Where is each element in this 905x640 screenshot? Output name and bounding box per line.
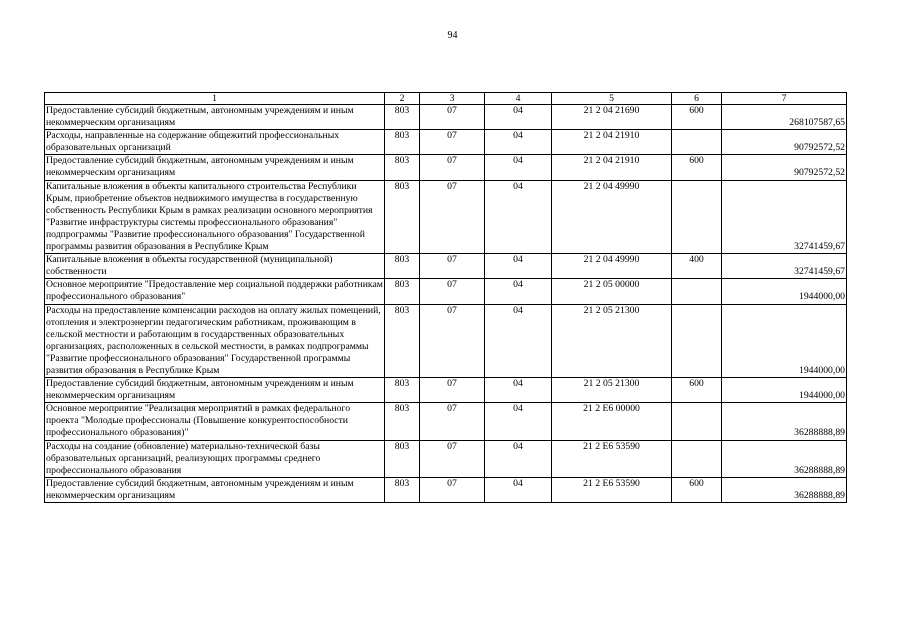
row-expense-type-cell	[672, 304, 722, 378]
row-amount-cell: 90792572,52	[722, 130, 847, 155]
row-subsection-cell: 04	[485, 180, 552, 254]
row-expense-type-cell	[672, 440, 722, 477]
row-expense-type-cell: 600	[672, 155, 722, 180]
row-section-cell: 07	[420, 105, 485, 130]
row-target-article-cell: 21 2 04 49990	[552, 180, 672, 254]
row-subsection-cell: 04	[485, 130, 552, 155]
row-expense-type-cell: 400	[672, 254, 722, 279]
row-target-article-cell: 21 2 04 21910	[552, 155, 672, 180]
row-name-cell: Расходы, направленные на содержание общежитий профессиональных образовательных организаций	[45, 130, 385, 155]
row-subsection-cell: 04	[485, 279, 552, 304]
row-target-article-cell: 21 2 E6 00000	[552, 403, 672, 440]
row-section-cell: 07	[420, 440, 485, 477]
table-row	[45, 477, 847, 502]
row-grbs-cell: 803	[385, 440, 420, 477]
row-amount-cell: 268107587,65	[722, 105, 847, 130]
row-target-article-cell: 21 2 E6 53590	[552, 440, 672, 477]
row-amount-cell: 1944000,00	[722, 279, 847, 304]
row-section-cell: 07	[420, 279, 485, 304]
row-expense-type-cell: 600	[672, 477, 722, 502]
header-cell-4: 4	[485, 93, 552, 105]
row-subsection-cell: 04	[485, 378, 552, 403]
row-amount-cell: 36288888,89	[722, 440, 847, 477]
header-cell-1: 1	[45, 93, 385, 105]
row-name-cell: Расходы на создание (обновление) материально-технической базы образовательных организаций, реализующих программы среднего профессионального образования	[45, 440, 385, 477]
row-section-cell: 07	[420, 130, 485, 155]
row-name-cell: Капитальные вложения в объекты капитального строительства Республики Крым, приобретение объектов недвижимого имущества в государственную собственность Республики Крым в рамках реализации основного мероприятия "Развитие инфраструктуры системы профессионального образования" подпрограммы "Развитие профессионального образования" Государственной программы развития образования в Республике Крым	[45, 180, 385, 254]
row-subsection-cell: 04	[485, 477, 552, 502]
row-name-cell: Капитальные вложения в объекты государственной (муниципальной) собственности	[45, 254, 385, 279]
row-target-article-cell: 21 2 04 21910	[552, 130, 672, 155]
table-row	[45, 130, 847, 155]
row-grbs-cell: 803	[385, 180, 420, 254]
row-section-cell: 07	[420, 403, 485, 440]
row-amount-cell: 1944000,00	[722, 378, 847, 403]
header-cell-5: 5	[552, 93, 672, 105]
table-row	[45, 440, 847, 477]
row-section-cell: 07	[420, 304, 485, 378]
row-grbs-cell: 803	[385, 155, 420, 180]
row-amount-cell: 90792572,52	[722, 155, 847, 180]
header-row	[45, 93, 847, 105]
row-section-cell: 07	[420, 180, 485, 254]
row-target-article-cell: 21 2 04 49990	[552, 254, 672, 279]
row-target-article-cell: 21 2 04 21690	[552, 105, 672, 130]
table-row	[45, 304, 847, 378]
header-cell-3: 3	[420, 93, 485, 105]
row-section-cell: 07	[420, 155, 485, 180]
row-name-cell: Предоставление субсидий бюджетным, автономным учреждениям и иным некоммерческим организациям	[45, 378, 385, 403]
row-name-cell: Расходы на предоставление компенсации расходов на оплату жилых помещений, отопления и электроэнергии педагогическим работникам, проживающим в сельской местности и работающим в государственных образовательных организациях, расположенных в сельской местности, в рамках подпрограммы "Развитие профессионального образования" Государственной программы развития образования в Республике Крым	[45, 304, 385, 378]
header-cell-6: 6	[672, 93, 722, 105]
row-grbs-cell: 803	[385, 477, 420, 502]
row-grbs-cell: 803	[385, 279, 420, 304]
table-row	[45, 279, 847, 304]
row-subsection-cell: 04	[485, 155, 552, 180]
table-row	[45, 180, 847, 254]
row-expense-type-cell	[672, 180, 722, 254]
table-row	[45, 254, 847, 279]
row-grbs-cell: 803	[385, 130, 420, 155]
row-name-cell: Предоставление субсидий бюджетным, автономным учреждениям и иным некоммерческим организациям	[45, 105, 385, 130]
row-expense-type-cell	[672, 130, 722, 155]
row-amount-cell: 1944000,00	[722, 304, 847, 378]
row-amount-cell: 36288888,89	[722, 403, 847, 440]
row-target-article-cell: 21 2 05 00000	[552, 279, 672, 304]
row-subsection-cell: 04	[485, 304, 552, 378]
table-row	[45, 105, 847, 130]
row-name-cell: Предоставление субсидий бюджетным, автономным учреждениям и иным некоммерческим организациям	[45, 477, 385, 502]
row-amount-cell: 36288888,89	[722, 477, 847, 502]
row-amount-cell: 32741459,67	[722, 180, 847, 254]
row-name-cell: Предоставление субсидий бюджетным, автономным учреждениям и иным некоммерческим организациям	[45, 155, 385, 180]
row-subsection-cell: 04	[485, 403, 552, 440]
table-row	[45, 155, 847, 180]
row-section-cell: 07	[420, 477, 485, 502]
row-name-cell: Основное мероприятие "Реализация мероприятий в рамках федерального проекта "Молодые профессионалы (Повышение конкурентоспособности профессионального образования)"	[45, 403, 385, 440]
row-section-cell: 07	[420, 254, 485, 279]
row-target-article-cell: 21 2 E6 53590	[552, 477, 672, 502]
row-expense-type-cell: 600	[672, 105, 722, 130]
row-subsection-cell: 04	[485, 254, 552, 279]
header-cell-2: 2	[385, 93, 420, 105]
table-body	[45, 93, 847, 503]
row-grbs-cell: 803	[385, 105, 420, 130]
row-subsection-cell: 04	[485, 105, 552, 130]
page-number: 94	[447, 30, 458, 41]
row-grbs-cell: 803	[385, 403, 420, 440]
row-expense-type-cell	[672, 279, 722, 304]
row-expense-type-cell	[672, 403, 722, 440]
table-row	[45, 378, 847, 403]
row-target-article-cell: 21 2 05 21300	[552, 378, 672, 403]
row-grbs-cell: 803	[385, 304, 420, 378]
row-grbs-cell: 803	[385, 254, 420, 279]
row-subsection-cell: 04	[485, 440, 552, 477]
row-expense-type-cell: 600	[672, 378, 722, 403]
row-amount-cell: 32741459,67	[722, 254, 847, 279]
row-name-cell: Основное мероприятие "Предоставление мер социальной поддержки работникам профессионального образования"	[46, 279, 383, 303]
header-cell-7: 7	[722, 93, 847, 105]
table-row	[45, 403, 847, 440]
budget-table	[44, 92, 847, 503]
row-grbs-cell: 803	[385, 378, 420, 403]
row-section-cell: 07	[420, 378, 485, 403]
row-target-article-cell: 21 2 05 21300	[552, 304, 672, 378]
